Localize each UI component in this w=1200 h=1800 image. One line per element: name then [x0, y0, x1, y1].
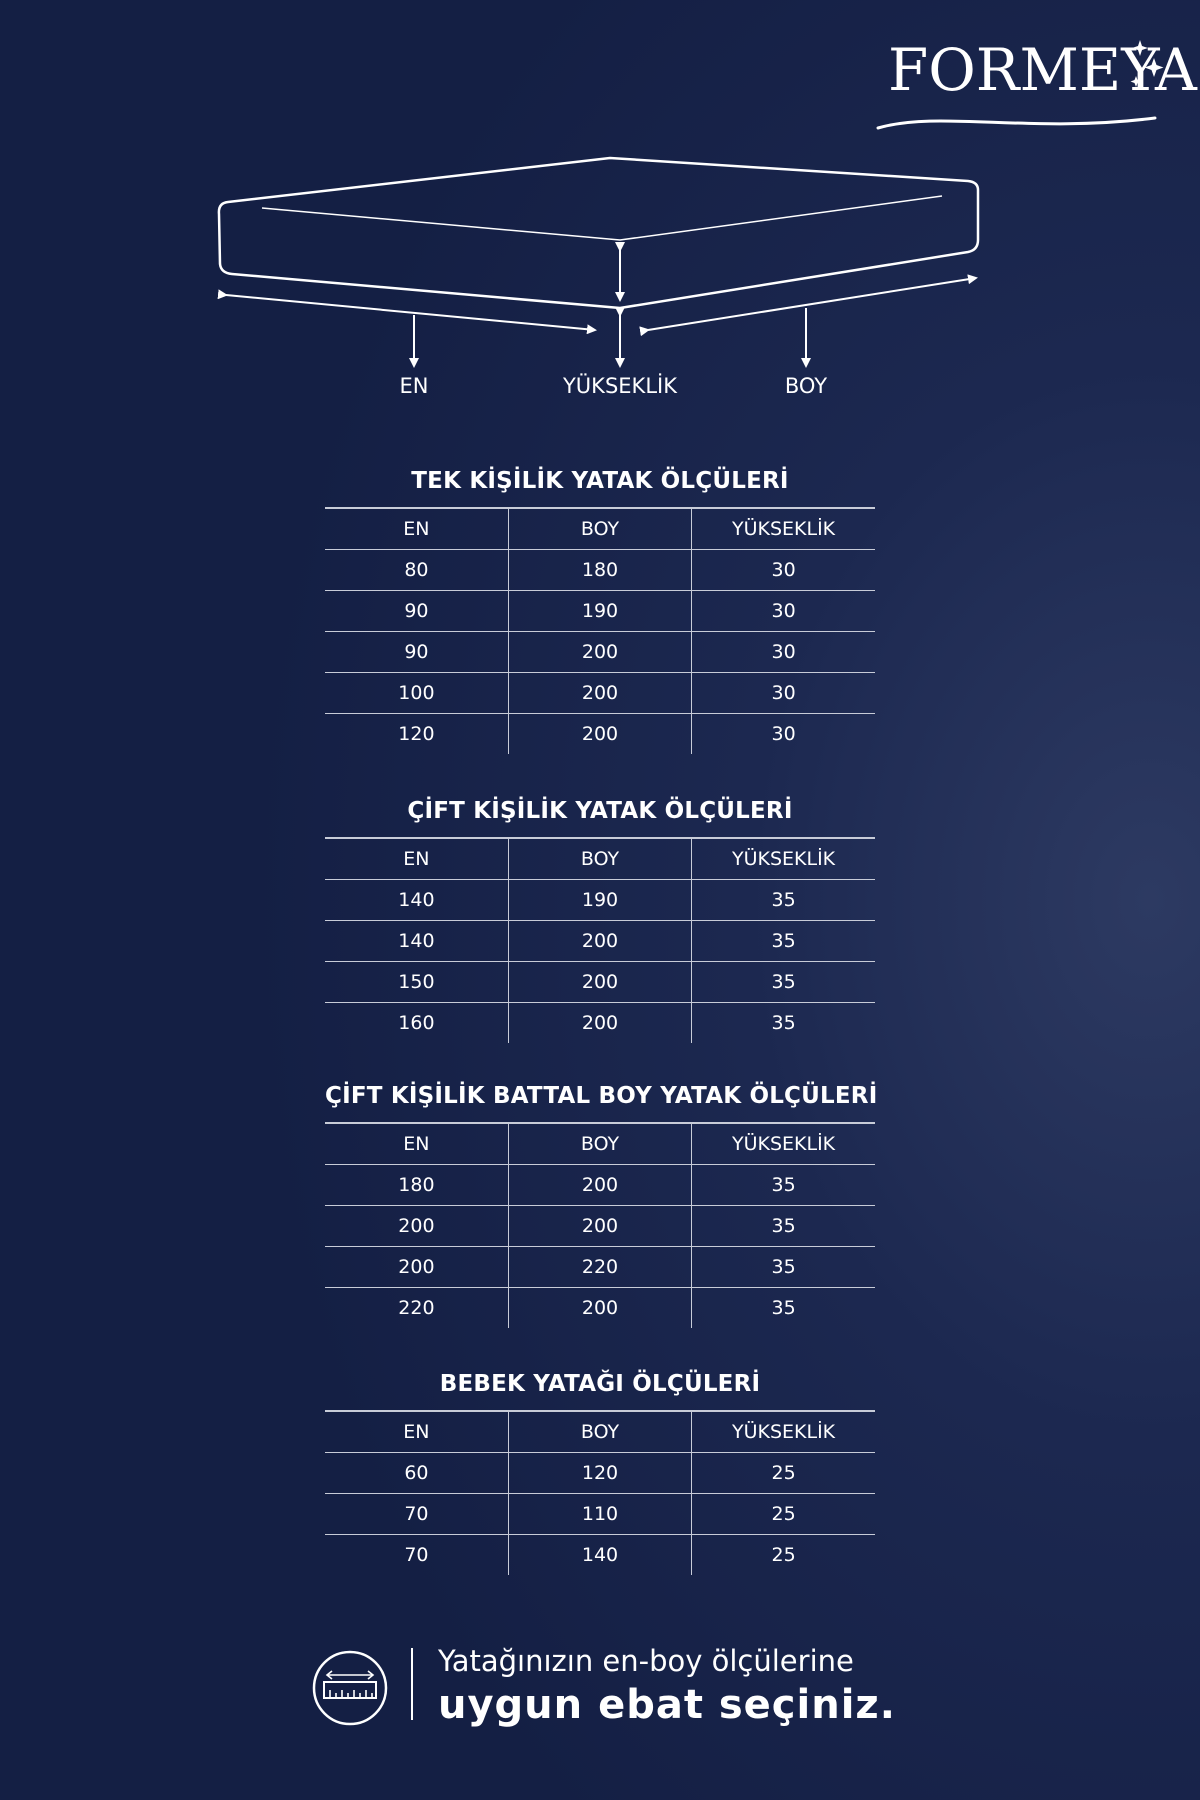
column-header: EN [403, 1133, 430, 1155]
column-header: YÜKSEKLİK [692, 838, 875, 880]
table-cell: 30 [692, 632, 875, 673]
table-cell: 200 [508, 673, 691, 714]
table-cell: 140 [398, 889, 435, 911]
table-section-king [325, 1076, 878, 1328]
column-header: BOY [508, 1411, 691, 1453]
table-cell: 35 [692, 921, 875, 962]
table-cell: 190 [508, 591, 691, 632]
column-header: BOY [508, 508, 691, 550]
table-cell: 140 [398, 930, 435, 952]
table-section-single [325, 461, 875, 754]
footer-divider [411, 1648, 413, 1720]
table-cell: 140 [508, 1535, 691, 1576]
table-cell: 100 [398, 682, 435, 704]
column-header: YÜKSEKLİK [692, 1123, 875, 1165]
mattress-diagram [0, 140, 1200, 410]
table-cell: 25 [692, 1494, 875, 1535]
table-header-row [325, 1411, 875, 1453]
table-cell: 35 [692, 962, 875, 1003]
column-header: EN [403, 518, 430, 540]
table-cell: 200 [508, 1003, 691, 1044]
size-table [325, 507, 875, 754]
table-cell: 25 [692, 1535, 875, 1576]
diagram-label-height: YÜKSEKLİK [562, 374, 677, 398]
ruler-icon [310, 1648, 390, 1728]
table-cell: 150 [398, 971, 435, 993]
table-row [325, 1206, 875, 1247]
column-header: EN [403, 1421, 430, 1443]
footer-note [310, 1640, 910, 1740]
table-row [325, 673, 875, 714]
table-title: BEBEK YATAĞI ÖLÇÜLERİ [439, 1371, 761, 1397]
table-cell: 200 [508, 1165, 691, 1206]
table-cell: 180 [398, 1174, 435, 1196]
column-header: BOY [508, 838, 691, 880]
table-row [325, 632, 875, 673]
table-cell: 70 [404, 1503, 429, 1525]
table-cell: 35 [692, 1003, 875, 1044]
table-row [325, 1494, 875, 1535]
table-cell: 200 [508, 632, 691, 673]
table-cell: 60 [404, 1462, 429, 1484]
table-cell: 70 [404, 1544, 429, 1566]
column-header: BOY [508, 1123, 691, 1165]
table-header-row [325, 838, 875, 880]
table-cell: 120 [398, 723, 435, 745]
table-row [325, 1288, 875, 1329]
table-row [325, 550, 875, 591]
table-cell: 35 [692, 1247, 875, 1288]
footer-text-line2: uygun ebat seçiniz. [438, 1682, 896, 1728]
table-cell: 200 [508, 921, 691, 962]
table-cell: 35 [692, 1288, 875, 1329]
table-cell: 220 [508, 1247, 691, 1288]
table-cell: 120 [508, 1453, 691, 1494]
brand-name: FORMEYA [888, 36, 1197, 104]
table-cell: 160 [398, 1012, 435, 1034]
table-row [325, 1453, 875, 1494]
table-title: ÇİFT KİŞİLİK YATAK ÖLÇÜLERİ [407, 798, 793, 824]
table-section-double [325, 791, 875, 1043]
table-row [325, 1535, 875, 1576]
table-section-baby [325, 1364, 875, 1575]
table-cell: 35 [692, 880, 875, 921]
table-cell: 200 [398, 1256, 435, 1278]
footer-text-line1: Yatağınızın en-boy ölçülerine [438, 1644, 854, 1678]
table-cell: 30 [692, 550, 875, 591]
table-cell: 200 [508, 714, 691, 755]
table-cell: 90 [404, 600, 429, 622]
table-cell: 220 [398, 1297, 435, 1319]
table-cell: 110 [508, 1494, 691, 1535]
table-title: ÇİFT KİŞİLİK BATTAL BOY YATAK ÖLÇÜLERİ [325, 1083, 878, 1109]
table-header-row [325, 1123, 875, 1165]
column-header: YÜKSEKLİK [692, 1411, 875, 1453]
column-header: YÜKSEKLİK [692, 508, 875, 550]
column-header: EN [403, 848, 430, 870]
table-cell: 90 [404, 641, 429, 663]
mattress-illustration [0, 140, 1200, 410]
table-row [325, 962, 875, 1003]
table-cell: 200 [508, 962, 691, 1003]
table-cell: 80 [404, 559, 429, 581]
diagram-label-length: BOY [784, 374, 828, 398]
brand-logo [870, 30, 1197, 140]
table-row [325, 921, 875, 962]
table-row [325, 1165, 875, 1206]
table-cell: 25 [692, 1453, 875, 1494]
table-cell: 190 [508, 880, 691, 921]
table-row [325, 880, 875, 921]
table-row [325, 714, 875, 755]
table-cell: 30 [692, 673, 875, 714]
size-table [325, 1410, 875, 1575]
table-cell: 200 [508, 1288, 691, 1329]
table-row [325, 591, 875, 632]
diagram-label-width: EN [399, 374, 429, 398]
table-cell: 30 [692, 714, 875, 755]
table-cell: 35 [692, 1206, 875, 1247]
size-table [325, 837, 875, 1043]
table-cell: 200 [398, 1215, 435, 1237]
table-cell: 200 [508, 1206, 691, 1247]
size-table [325, 1122, 875, 1328]
table-header-row [325, 508, 875, 550]
table-row [325, 1247, 875, 1288]
table-cell: 180 [508, 550, 691, 591]
table-title: TEK KİŞİLİK YATAK ÖLÇÜLERİ [411, 468, 789, 494]
table-cell: 35 [692, 1165, 875, 1206]
table-cell: 30 [692, 591, 875, 632]
table-row [325, 1003, 875, 1044]
